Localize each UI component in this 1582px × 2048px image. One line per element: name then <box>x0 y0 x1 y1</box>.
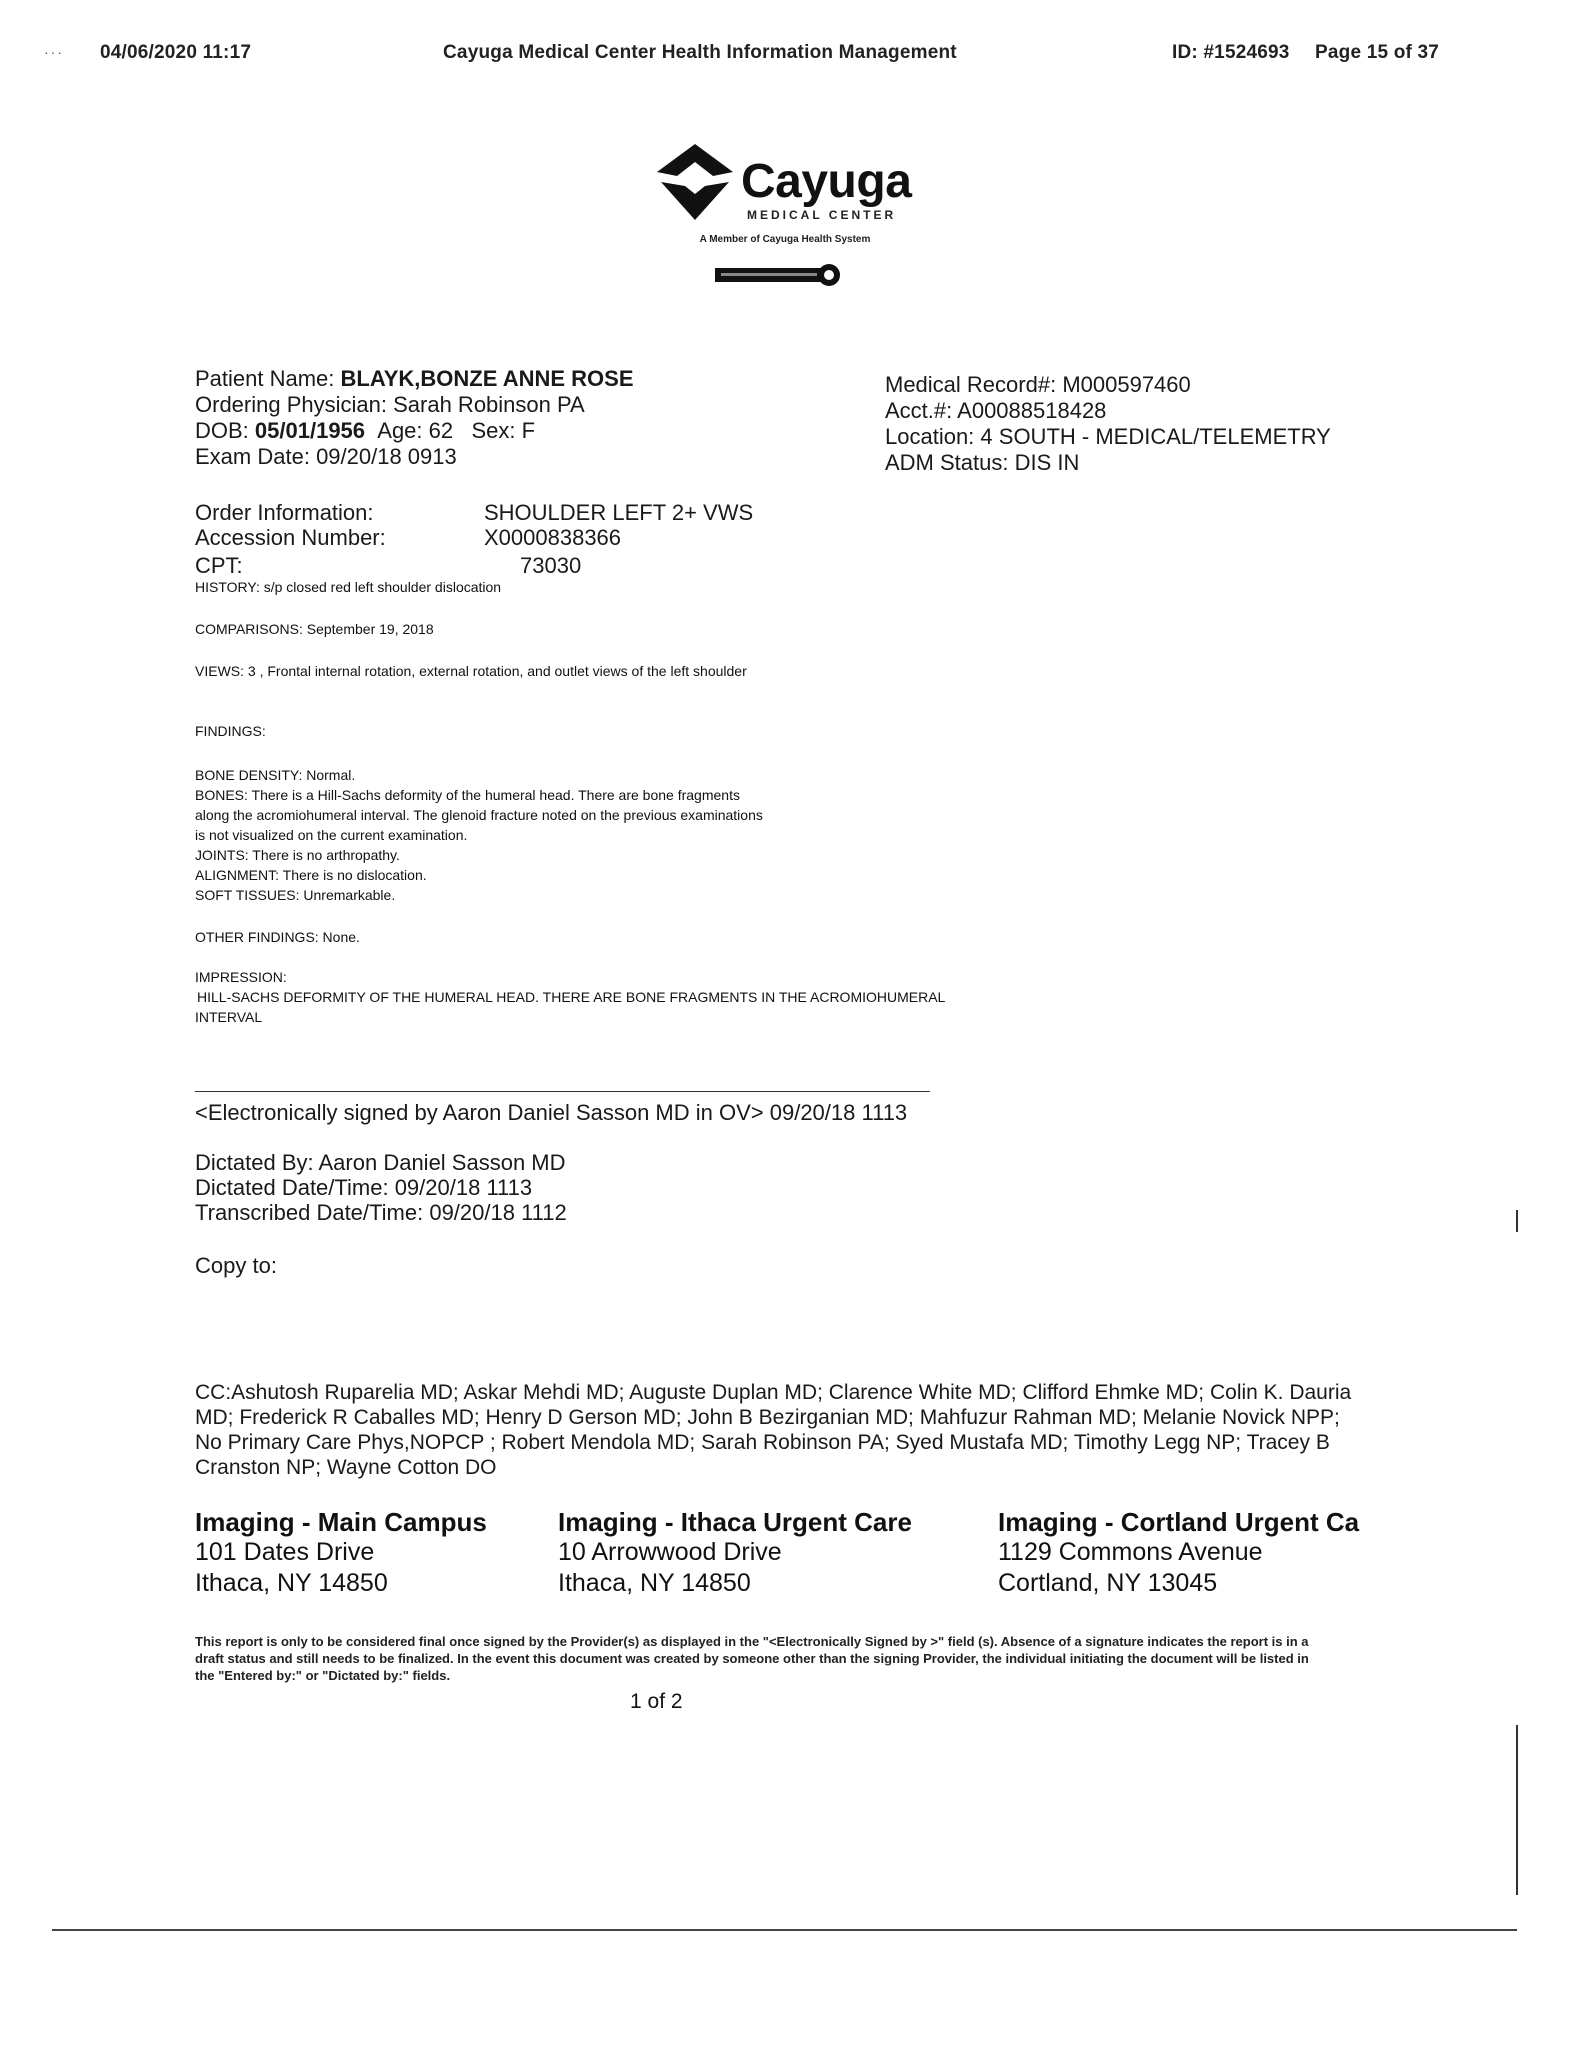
disclaimer-text: This report is only to be considered final once signed by the Provider(s) as displayed in the "<Electronically Signed by >" field (s). Absence of a signature indicates the report is in a draft status and still needs to be finalized. In the event this document was created by someone other than the signing Provider, the individual initiating the document will be listed in the "Entered by:" or "Dictated by:" fields. <box>195 1634 1309 1683</box>
impression-line: HILL-SACHS DEFORMITY OF THE HUMERAL HEAD. THERE ARE BONE FRAGMENTS IN THE ACROMIOHUMERAL <box>197 989 946 1005</box>
location-label: Location: <box>885 424 975 449</box>
findings-line: is not visualized on the current examination. <box>195 827 468 843</box>
site-title: Imaging - Main Campus <box>195 1507 487 1537</box>
findings-line: BONES: There is a Hill-Sachs deformity of the humeral head. There are bone fragments <box>195 787 740 803</box>
exam-date-row <box>195 444 457 470</box>
dob-value: 05/01/1956 <box>254 418 366 443</box>
dictated-time: Dictated Date/Time: 09/20/18 1113 <box>195 1175 533 1200</box>
scan-mark <box>1516 1210 1518 1232</box>
cpt-value: 73030 <box>520 553 582 578</box>
site-title: Imaging - Cortland Urgent Ca <box>998 1507 1360 1537</box>
findings-line: BONE DENSITY: Normal. <box>195 767 356 783</box>
dob-label: DOB: <box>195 418 249 443</box>
acct-label: Acct.#: <box>885 398 953 423</box>
sex-value: F <box>521 418 536 443</box>
site-address-line1: 101 Dates Drive <box>195 1538 375 1566</box>
acct-value: A00088518428 <box>957 398 1107 423</box>
scan-mark <box>1516 1725 1518 1895</box>
physician-value: Sarah Robinson PA <box>393 392 585 417</box>
header-page: Page 15 of 37 <box>1315 42 1440 63</box>
site-cortland-urgent-care <box>998 1507 1370 1599</box>
site-address-line2: Ithaca, NY 14850 <box>195 1569 388 1597</box>
adm-value: DIS IN <box>1014 450 1080 475</box>
sex-label: Sex: <box>471 418 516 443</box>
physician-label: Ordering Physician: <box>195 392 387 417</box>
adm-row <box>885 450 1079 476</box>
transcribed-time: Transcribed Date/Time: 09/20/18 1112 <box>195 1200 567 1225</box>
exam-date-label: Exam Date: <box>195 444 310 469</box>
header-id: ID: #1524693 <box>1172 42 1290 63</box>
header-dots: ··· <box>44 44 64 60</box>
impression-heading: IMPRESSION: <box>195 969 287 985</box>
findings-line: SOFT TISSUES: Unremarkable. <box>195 887 396 903</box>
exam-date-value: 09/20/18 0913 <box>316 444 457 469</box>
views-text: VIEWS: 3 , Frontal internal rotation, external rotation, and outlet views of the left shoulder <box>195 663 747 679</box>
age-value: 62 <box>428 418 454 443</box>
site-address-line1: 1129 Commons Avenue <box>998 1538 1263 1566</box>
mrn-label: Medical Record#: <box>885 372 1057 397</box>
page-indicator: 1 of 2 <box>630 1690 683 1713</box>
findings-line: ALIGNMENT: There is no dislocation. <box>195 867 427 883</box>
cc-list: CC:Ashutosh Ruparelia MD; Askar Mehdi MD; Auguste Duplan MD; Clarence White MD; Clifford Ehmke MD; Colin K. Dauria MD; Frederick R Caballes MD; Henry D Gerson MD; John B Bezirganian MD; Mahfuzur Rahman MD; Melanie Novick NPP; No Primary Care Phys,NOPCP ; Robert Mendola MD; Sarah Robinson PA; Syed Mustafa MD; Timothy Legg NP; Tracey B Cranston NP; Wayne Cotton DO <box>195 1381 1352 1479</box>
patient-name-row <box>195 366 634 392</box>
location-row <box>885 424 1331 450</box>
age-label: Age: <box>377 418 423 443</box>
site-address-line2: Cortland, NY 13045 <box>998 1569 1218 1597</box>
accession-label: Accession Number: <box>195 525 386 550</box>
logo-subtitle: MEDICAL CENTER <box>747 208 897 222</box>
site-address-line2: Ithaca, NY 14850 <box>558 1569 751 1597</box>
mrn-value: M000597460 <box>1062 372 1191 397</box>
cpt-label: CPT: <box>195 553 243 578</box>
comparisons-text: COMPARISONS: September 19, 2018 <box>195 621 434 637</box>
history-text: HISTORY: s/p closed red left shoulder dislocation <box>195 579 502 595</box>
acct-row <box>885 398 1106 424</box>
impression-line: INTERVAL <box>195 1009 263 1025</box>
other-findings-text: OTHER FINDINGS: None. <box>195 929 360 945</box>
findings-line: JOINTS: There is no arthropathy. <box>195 847 400 863</box>
logo-member-line: A Member of Cayuga Health System <box>699 234 871 245</box>
copy-to-label: Copy to: <box>195 1253 277 1278</box>
findings-heading: FINDINGS: <box>195 723 266 739</box>
site-title: Imaging - Ithaca Urgent Care <box>558 1507 912 1537</box>
header-timestamp: 04/06/2020 11:17 <box>100 42 252 63</box>
header-org: Cayuga Medical Center Health Information Management <box>443 42 957 63</box>
physician-row <box>195 392 585 418</box>
dob-row <box>195 418 535 444</box>
imaging-badge-icon <box>715 264 843 286</box>
mrn-row <box>885 372 1191 398</box>
site-ithaca-urgent-care <box>558 1507 912 1599</box>
logo-wordmark: Cayuga <box>741 155 912 208</box>
dictated-by: Dictated By: Aaron Daniel Sasson MD <box>195 1150 566 1175</box>
location-value: 4 SOUTH - MEDICAL/TELEMETRY <box>980 424 1331 449</box>
findings-line: along the acromiohumeral interval. The glenoid fracture noted on the previous examinations <box>195 807 763 823</box>
cayuga-mark-icon <box>655 142 735 222</box>
patient-name-value: BLAYK,BONZE ANNE ROSE <box>340 366 634 391</box>
order-info-label: Order Information: <box>195 500 374 525</box>
signature-rule <box>195 1091 930 1092</box>
site-address-line1: 10 Arrowwood Drive <box>558 1538 782 1566</box>
site-main-campus <box>195 1507 487 1599</box>
patient-name-label: Patient Name: <box>195 366 335 391</box>
order-info-value: SHOULDER LEFT 2+ VWS <box>484 500 754 525</box>
adm-label: ADM Status: <box>885 450 1009 475</box>
cayuga-logo <box>655 138 915 298</box>
accession-value: X0000838366 <box>484 525 622 550</box>
esign-line: <Electronically signed by Aaron Daniel Sasson MD in OV> 09/20/18 1113 <box>195 1100 908 1125</box>
bottom-rule <box>52 1929 1517 1931</box>
